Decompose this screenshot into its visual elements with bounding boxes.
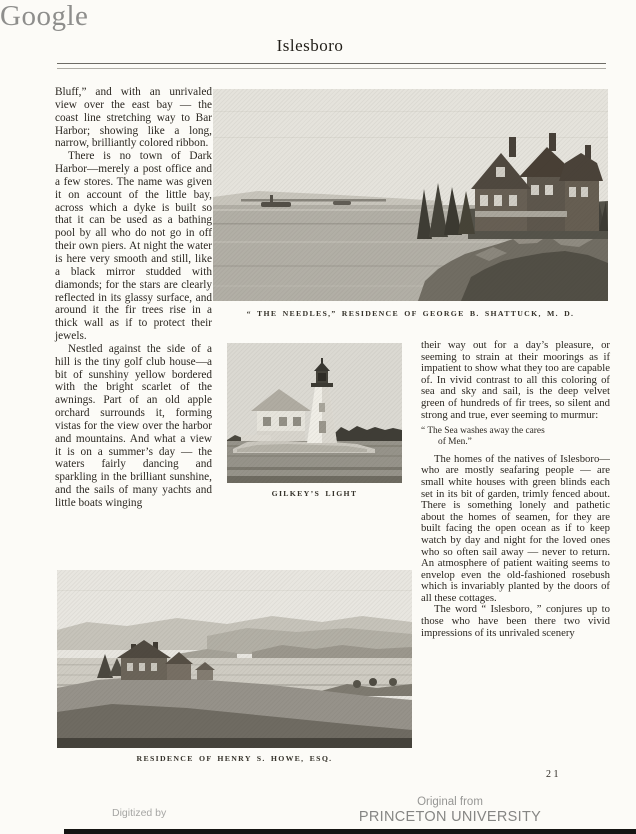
digitized-by-label: Digitized by [112,807,167,819]
page-number: 21 [546,769,561,780]
quote-line: “ The Sea washes away the cares [421,426,545,437]
scan-edge-bar [64,829,636,834]
paragraph: The homes of the natives of Islesboro—who are mostly seafaring people — are small white houses with green blinds each set in its bit of garden, trimly fenced about. There is something lonely and pathetic about the homes of seamen, for they are built facing the open ocean as if to keep watch by day and night for the loved ones who so often sail away — never to return. An atmosphere of patient waiting seems to envelop even the old-fashioned rosebush which is invariably planted by the doors of all these cottages. [421,452,610,604]
google-logo: Google [0,0,89,32]
institution-label: PRINCETON UNIVERSITY [358,809,542,825]
howe-caption: RESIDENCE OF HENRY S. HOWE, ESQ. [136,754,333,763]
needles-caption: “ THE NEEDLES,” RESIDENCE OF GEORGE B. SHATTUCK, M. D. [246,309,575,318]
sea-quote [421,426,610,448]
paragraph: The word “ Islesboro, ” conjures up to those who have been there two vivid impressions of its unrivaled scenery [421,603,610,639]
gilkeys-caption: GILKEY’S LIGHT [271,489,358,498]
paragraph: Bluff,” and with an unrivaled view over the east bay — the coast line stretching way to Bar Harbor; showing like a long, narrow, brilliantly colored ribbon. [55,86,212,150]
needles-photo-figure [213,89,608,318]
left-text-column [55,86,212,510]
paragraph: Nestled against the side of a hill is the tiny golf club house—a bit of sunshiny yellow bordered with the bright scarlet of the awnings. Part of an old apple orchard surrounds it, forming vistas for the view over the harbor and mountains. And what a view it is on a summer’s day — the waters fairly dancing and sparkling in the brilliant sunshine, and the sails of many yachts and little boats winging [55,342,212,509]
header-rule [57,63,606,69]
gilkeys-photo-figure [227,343,402,498]
paragraph: There is no town of Dark Harbor—merely a post office and a few stores. The name was given it on account of the little bay, across which a dyke is built so that it can be used as a bathing pool by all who do not go in off their own piers. At night the water is here very smooth and still, like a black mirror studded with diamonds; for the stars are clearly reflected in its glassy surface, and around it the fir trees rise in a thick wall as if to protect their jewels. [55,150,212,343]
paragraph: their way out for a day’s pleasure, or seeming to strain at their moorings as if impatient to show what they too are capable of. In vivid contrast to all this coloring of sea and sky and sail, is the deep velvet green of hundreds of fir trees, so silent and strong and true, ever seeming to murmur: [421,339,610,421]
quote-line: of Men.” [438,436,472,447]
page-title: Islesboro [276,36,344,55]
needles-photo [213,89,608,301]
right-text-column [421,340,610,639]
howe-photo-figure [57,570,412,763]
howe-residence-photo [57,570,412,748]
original-from-label: Original from [417,796,483,808]
gilkeys-light-photo [227,343,402,483]
